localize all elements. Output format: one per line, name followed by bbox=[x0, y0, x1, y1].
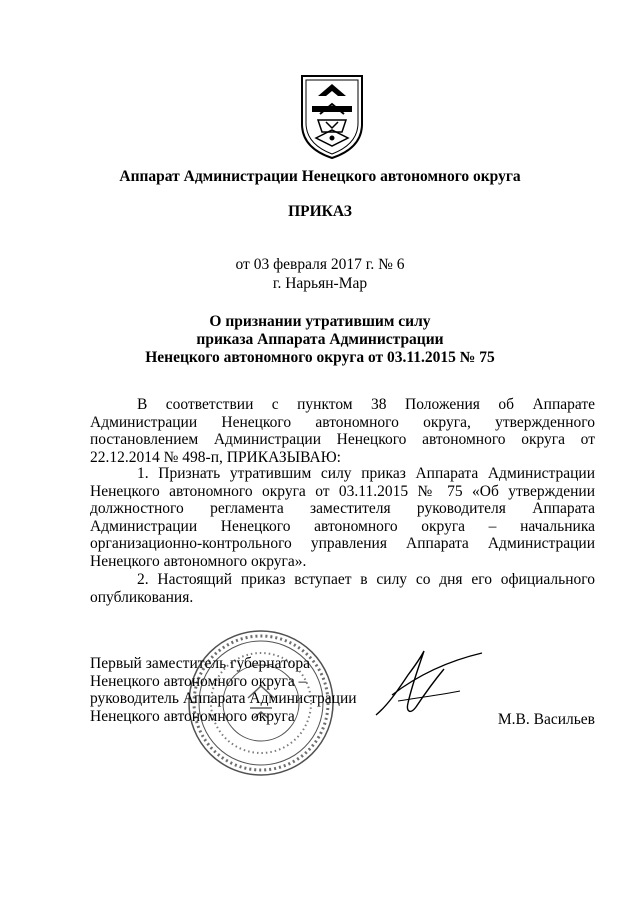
document-type: ПРИКАЗ bbox=[288, 203, 352, 220]
organization-title: Аппарат Администрации Ненецкого автономного округа bbox=[119, 168, 521, 185]
document-date: от 03 февраля 2017 г. № 6 bbox=[235, 256, 405, 273]
signatory-line-3: руководитель Аппарата Администрации bbox=[90, 690, 357, 707]
signatory-line-1: Первый заместитель губернатора bbox=[90, 655, 311, 672]
coat-of-arms-icon bbox=[298, 72, 366, 162]
signer-name: М.В. Васильев bbox=[497, 711, 595, 728]
preamble-paragraph: В соответствии с пунктом 38 Положения об Аппарате Администрации Ненецкого автономного округа, утвержденного постановлением Администрации Ненецкого автономного округа от 22.12.2014 № 498-п, ПРИКАЗЫВАЮ: bbox=[90, 396, 595, 466]
subject-line-3: Ненецкого автономного округа от 03.11.2015 № 75 bbox=[145, 349, 495, 366]
subject-line-1: О признании утратившим силу bbox=[209, 313, 431, 330]
handwritten-signature bbox=[368, 645, 486, 725]
order-item-1: 1. Признать утратившим силу приказ Аппарата Администрации Ненецкого автономного округа от 03.11.2015 № 75 «Об утверждении должностного регламента заместителя руководителя Аппарата Администрации Ненецкого автономного округа – начальника организационно-контрольного управления Аппарата Администрации Ненецкого автономного округа». bbox=[90, 465, 595, 570]
signatory-line-4: Ненецкого автономного округа bbox=[90, 707, 295, 725]
document-city: г. Нарьян-Мар bbox=[272, 275, 368, 292]
order-item-2: 2. Настоящий приказ вступает в силу со дня его официального опубликования. bbox=[90, 571, 595, 606]
subject-line-2: приказа Аппарата Администрации bbox=[196, 331, 444, 348]
signatory-position bbox=[90, 655, 357, 725]
signatory-line-2: Ненецкого автономного округа – bbox=[90, 672, 307, 690]
